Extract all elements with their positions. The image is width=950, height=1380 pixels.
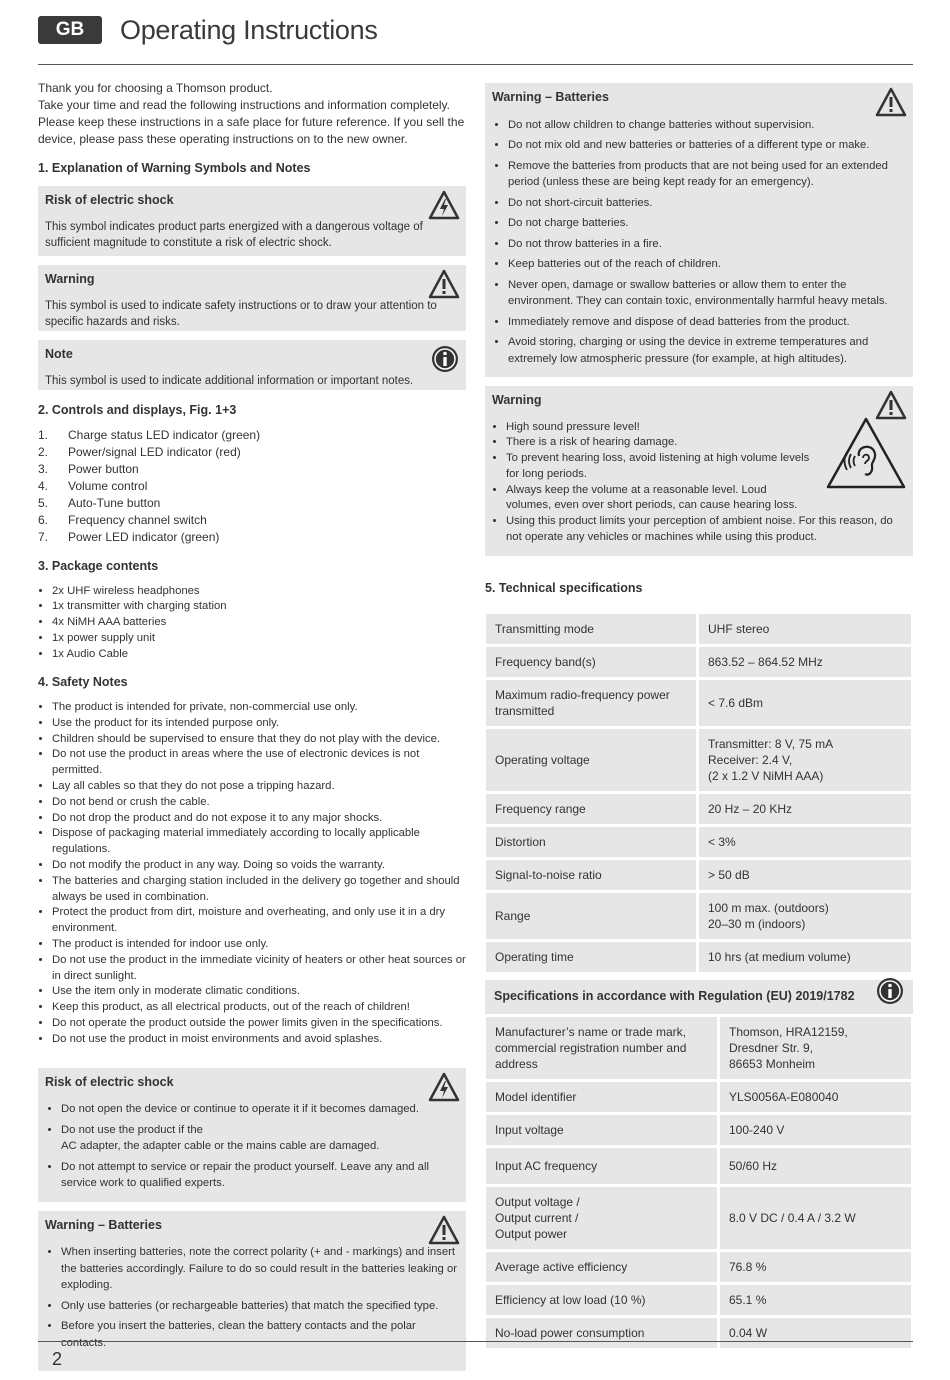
- spec-value: Thomson, HRA12159, Dresdner Str. 9, 86653 Monheim: [720, 1017, 911, 1079]
- spec-label: Efficiency at low load (10 %): [486, 1285, 717, 1315]
- list-item: • To prevent hearing loss, avoid listening at high volume levels for long periods.: [506, 451, 811, 483]
- table-row: [486, 1148, 911, 1184]
- table-row: [486, 1187, 911, 1249]
- spec-value: > 50 dB: [699, 860, 911, 890]
- list-item: • Protect the product from dirt, moisture and overheating, and only use it in a dry environment.: [52, 905, 466, 937]
- batteries-box-title: Warning – Batteries: [45, 1217, 162, 1232]
- list-item: • Always keep the volume at a reasonable level. Loud volumes, even over short periods, can cause hearing loss.: [506, 483, 811, 515]
- spec-label: Frequency range: [486, 794, 696, 824]
- spec-value: Transmitter: 8 V, 75 mA Receiver: 2.4 V, (2 x 1.2 V NiMH AAA): [699, 729, 911, 791]
- list-item: • Only use batteries (or rechargeable batteries) that match the specified type.: [61, 1298, 459, 1315]
- spec-value: 50/60 Hz: [720, 1148, 911, 1184]
- right-column: [485, 83, 913, 1351]
- list-item: • Use the product for its intended purpose only.: [52, 716, 466, 732]
- table-row: [486, 647, 911, 677]
- spec-value: 100-240 V: [720, 1115, 911, 1145]
- batteries-box-title: Warning – Batteries: [492, 90, 609, 104]
- spec-label: Maximum radio-frequency power transmitted: [486, 680, 696, 726]
- hearing-damage-icon: [825, 416, 907, 490]
- list-item: • 4x NiMH AAA batteries: [52, 615, 466, 631]
- intro-line-1: Thank you for choosing a Thomson product.: [38, 81, 273, 95]
- spec-label: Average active efficiency: [486, 1252, 717, 1282]
- electric-shock-warning-icon: [428, 190, 460, 220]
- list-item: • Do not bend or crush the cable.: [52, 795, 466, 811]
- table-row: [486, 794, 911, 824]
- spec-value: 76.8 %: [720, 1252, 911, 1282]
- section-3-title: 3. Package contents: [38, 559, 159, 573]
- section-1-title: 1. Explanation of Warning Symbols and Notes: [38, 161, 311, 175]
- page-title: Operating Instructions: [120, 15, 378, 45]
- note-symbol-box: [38, 340, 466, 390]
- list-item: • Avoid storing, charging or using the device in extreme temperatures and extremely low atmospheric pressure (for example, at high altitudes).: [508, 334, 906, 367]
- spec-label: Transmitting mode: [486, 614, 696, 644]
- spec-label: Output voltage / Output current / Output power: [486, 1187, 717, 1249]
- list-item: • Keep batteries out of the reach of children.: [508, 256, 906, 273]
- batteries-box-list: [492, 117, 906, 368]
- hearing-box-title: Warning: [492, 393, 542, 407]
- footer-rule: [38, 1341, 913, 1342]
- list-item: • Using this product limits your perception of ambient noise. For this reason, do not operate any vehicles or machines while using this product.: [506, 514, 906, 546]
- risk-symbol-text: This symbol indicates product parts energized with a dangerous voltage of sufficient magnitude to constitute a risk of electric shock.: [45, 221, 423, 249]
- language-badge: GB: [38, 16, 102, 44]
- regulation-header: [485, 980, 913, 1014]
- list-item: • Keep this product, as all electrical products, out of the reach of children!: [52, 1000, 466, 1016]
- safety-notes-list: [38, 700, 466, 1048]
- list-item: • The product is intended for indoor use only.: [52, 937, 466, 953]
- list-item: • Do not use the product if the AC adapter, the adapter cable or the mains cable are damaged.: [61, 1122, 459, 1155]
- list-item: • 2x UHF wireless headphones: [52, 584, 466, 600]
- list-item: • Do not open the device or continue to operate it if it becomes damaged.: [61, 1101, 459, 1118]
- list-item: 5. Auto-Tune button: [38, 496, 161, 510]
- spec-label: Range: [486, 893, 696, 939]
- list-item: • Children should be supervised to ensure that they do not play with the device.: [52, 732, 466, 748]
- list-item: • 1x transmitter with charging station: [52, 599, 466, 615]
- batteries-box-list: [45, 1244, 459, 1351]
- table-row: [486, 614, 911, 644]
- page-number: 2: [52, 1349, 63, 1369]
- list-item: • 1x power supply unit: [52, 631, 466, 647]
- spec-label: Signal-to-noise ratio: [486, 860, 696, 890]
- info-icon: [875, 976, 905, 1006]
- spec-label: Operating voltage: [486, 729, 696, 791]
- list-item: • Do not short-circuit batteries.: [508, 195, 906, 212]
- spec-value: 8.0 V DC / 0.4 A / 3.2 W: [720, 1187, 911, 1249]
- batteries-warning-box-left: [38, 1211, 466, 1372]
- controls-list: [38, 427, 466, 546]
- table-row: [486, 893, 911, 939]
- list-item: • The batteries and charging station included in the delivery go together and should always be used in combination.: [52, 874, 466, 906]
- list-item: 4. Volume control: [38, 479, 148, 493]
- risk-electric-shock-box: [38, 1068, 466, 1202]
- spec-value: 65.1 %: [720, 1285, 911, 1315]
- risk-box-title: Risk of electric shock: [45, 1074, 174, 1089]
- table-row: [486, 1017, 911, 1079]
- warning-triangle-icon: [428, 269, 460, 299]
- list-item: • Do not mix old and new batteries or batteries of a different type or make.: [508, 137, 906, 154]
- spec-label: Input voltage: [486, 1115, 717, 1145]
- section-2-title: 2. Controls and displays, Fig. 1+3: [38, 402, 237, 417]
- list-item: • Never open, damage or swallow batteries or allow them to enter the environment. They can contain toxic, environmentally harmful heavy metals.: [508, 277, 906, 310]
- list-item: 2. Power/signal LED indicator (red): [38, 445, 241, 459]
- list-item: 7. Power LED indicator (green): [38, 530, 220, 544]
- spec-value: < 7.6 dBm: [699, 680, 911, 726]
- table-row: [486, 1318, 911, 1348]
- list-item: • Do not modify the product in any way. Doing so voids the warranty.: [52, 858, 466, 874]
- regulation-title: Specifications in accordance with Regulation (EU) 2019/1782: [494, 989, 855, 1004]
- batteries-warning-box-right: [485, 83, 913, 377]
- hearing-warning-box: [485, 386, 913, 556]
- list-item: • Lay all cables so that they do not pose a tripping hazard.: [52, 779, 466, 795]
- spec-label: Operating time: [486, 942, 696, 972]
- electric-shock-warning-icon: [428, 1072, 460, 1102]
- list-item: • Do not throw batteries in a fire.: [508, 236, 906, 253]
- list-item: • Do not operate the product outside the power limits given in the specifications.: [52, 1016, 466, 1032]
- page-header: [38, 12, 913, 65]
- table-row: [486, 729, 911, 791]
- note-symbol-title: Note: [45, 346, 73, 361]
- list-item: 3. Power button: [38, 462, 139, 476]
- left-column: [38, 80, 466, 1380]
- table-row: [486, 860, 911, 890]
- table-row: [486, 1082, 911, 1112]
- list-item: • 1x Audio Cable: [52, 647, 466, 663]
- spec-label: Frequency band(s): [486, 647, 696, 677]
- list-item: • Do not allow children to change batteries without supervision.: [508, 117, 906, 134]
- list-item: • Use the item only in moderate climatic conditions.: [52, 984, 466, 1000]
- warning-triangle-icon: [428, 1215, 460, 1245]
- list-item: • Do not charge batteries.: [508, 215, 906, 232]
- intro-text: [38, 80, 466, 148]
- spec-value: 863.52 – 864.52 MHz: [699, 647, 911, 677]
- list-item: • Do not drop the product and do not expose it to any major shocks.: [52, 811, 466, 827]
- spec-label: Distortion: [486, 827, 696, 857]
- spec-value: < 3%: [699, 827, 911, 857]
- warning-symbol-title: Warning: [45, 271, 95, 286]
- table-row: [486, 827, 911, 857]
- spec-value: 10 hrs (at medium volume): [699, 942, 911, 972]
- list-item: • There is a risk of hearing damage.: [506, 435, 811, 451]
- section-5-title: 5. Technical specifications: [485, 580, 643, 595]
- list-item: • Dispose of packaging material immediately according to locally applicable regulations.: [52, 826, 466, 858]
- section-4-title: 4. Safety Notes: [38, 675, 128, 690]
- table-row: [486, 1115, 911, 1145]
- list-item: • Do not use the product in the immediate vicinity of heaters or other heat sources or in direct sunlight.: [52, 953, 466, 985]
- tech-spec-table: [483, 611, 914, 975]
- warning-symbol-box: [38, 265, 466, 331]
- list-item: 6. Frequency channel switch: [38, 513, 207, 527]
- risk-symbol-title: Risk of electric shock: [45, 192, 174, 207]
- warning-triangle-icon: [875, 87, 907, 117]
- list-item: • High sound pressure level!: [506, 420, 811, 436]
- spec-value: 20 Hz – 20 KHz: [699, 794, 911, 824]
- list-item: • Remove the batteries from products that are not being used for an extended period (unless these are being kept ready for an emergency).: [508, 158, 906, 191]
- table-row: [486, 1285, 911, 1315]
- spec-label: Manufacturer’s name or trade mark, commercial registration number and address: [486, 1017, 717, 1079]
- spec-value: UHF stereo: [699, 614, 911, 644]
- spec-label: Input AC frequency: [486, 1148, 717, 1184]
- list-item: • Before you insert the batteries, clean the battery contacts and the polar contacts.: [61, 1318, 459, 1351]
- risk-box-list: [45, 1101, 459, 1192]
- list-item: • When inserting batteries, note the correct polarity (+ and - markings) and insert the batteries accordingly. Failure to do so could result in the batteries leaking or exploding.: [61, 1244, 459, 1294]
- table-row: [486, 942, 911, 972]
- intro-line-2: Take your time and read the following instructions and information completely. Please keep these instructions in a safe place for future reference. If you sell the device, please pass these operating instructions on to the new owner.: [38, 98, 465, 146]
- spec-value: 0.04 W: [720, 1318, 911, 1348]
- spec-value: YLS0056A-E080040: [720, 1082, 911, 1112]
- table-row: [486, 680, 911, 726]
- table-row: [486, 1252, 911, 1282]
- list-item: • Immediately remove and dispose of dead batteries from the product.: [508, 314, 906, 331]
- list-item: 1. Charge status LED indicator (green): [38, 428, 261, 442]
- spec-label: No-load power consumption: [486, 1318, 717, 1348]
- warning-symbol-text: This symbol is used to indicate safety instructions or to draw your attention to specific hazards and risks.: [45, 300, 437, 328]
- spec-value: 100 m max. (outdoors) 20–30 m (indoors): [699, 893, 911, 939]
- list-item: • The product is intended for private, non-commercial use only.: [52, 700, 466, 716]
- package-contents-list: [38, 584, 466, 663]
- risk-symbol-box: [38, 186, 466, 256]
- note-symbol-text: This symbol is used to indicate additional information or important notes.: [45, 375, 414, 387]
- list-item: • Do not attempt to service or repair the product yourself. Leave any and all service work to qualified experts.: [61, 1159, 459, 1192]
- list-item: • Do not use the product in areas where the use of electronic devices is not permitted.: [52, 747, 466, 779]
- spec-label: Model identifier: [486, 1082, 717, 1112]
- list-item: • Do not use the product in moist environments and avoid splashes.: [52, 1032, 466, 1048]
- info-icon: [430, 344, 460, 374]
- regulation-table: [483, 1014, 914, 1351]
